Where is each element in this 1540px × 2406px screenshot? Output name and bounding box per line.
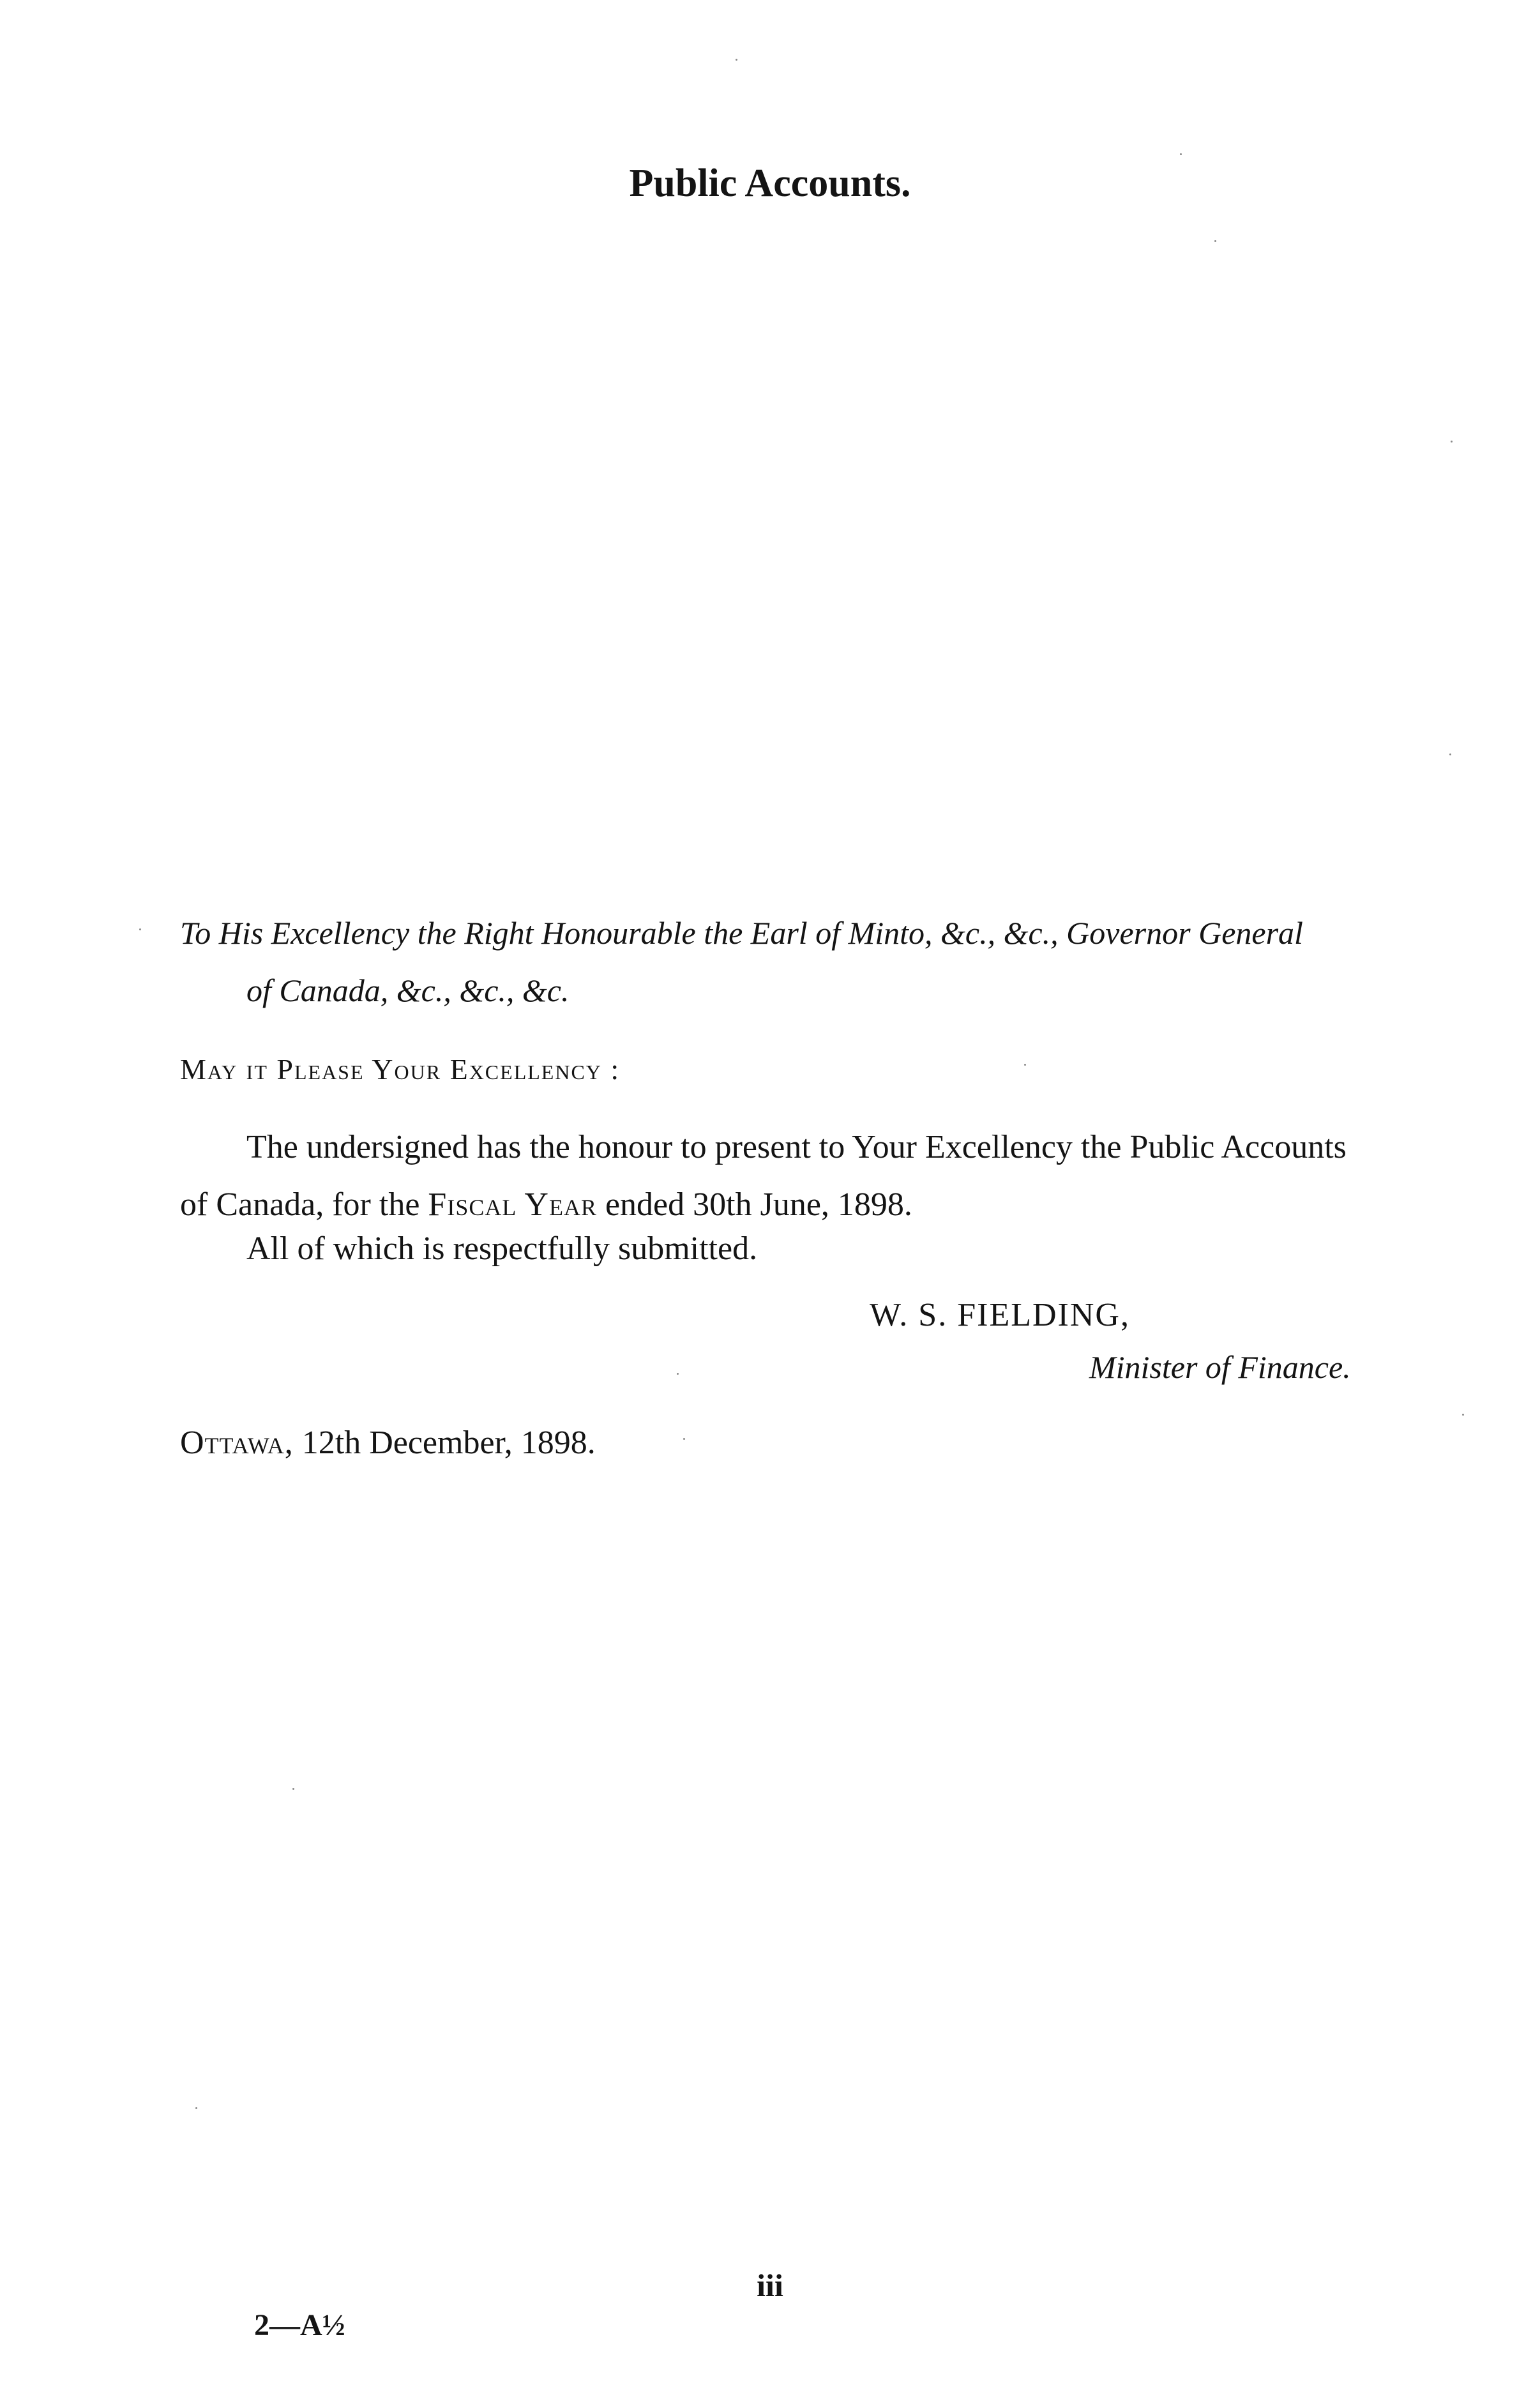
paper-speck	[736, 59, 737, 61]
place-and-date	[180, 1424, 596, 1462]
paper-speck	[292, 1788, 294, 1790]
signer-title: Minister of Finance.	[1089, 1349, 1351, 1385]
printer-signature-mark: 2—A½	[254, 2308, 345, 2342]
fiscal-year-text: Fiscal Year	[428, 1186, 597, 1223]
paper-speck	[677, 1373, 679, 1375]
salutation: May it Please Your Excellency :	[180, 1053, 621, 1086]
page-title: Public Accounts.	[629, 162, 911, 205]
paper-speck	[1449, 753, 1451, 755]
date: 12th December, 1898.	[293, 1425, 596, 1461]
submission-statement: All of which is respectfully submitted.	[246, 1230, 758, 1267]
body-line-1: The undersigned has the honour to present to Your Excellency the Public Accounts	[246, 1129, 1347, 1165]
paper-speck	[683, 1438, 685, 1440]
body-line-2	[180, 1176, 1470, 1234]
place: Ottawa,	[180, 1425, 294, 1461]
signer-name: W. S. FIELDING,	[870, 1297, 1130, 1333]
paper-speck	[1214, 240, 1216, 242]
paper-speck	[1451, 441, 1453, 443]
address-block	[180, 904, 1470, 1019]
page-number: iii	[757, 2267, 783, 2303]
paper-speck	[1462, 1414, 1464, 1416]
paper-speck	[139, 928, 141, 930]
paper-speck	[1024, 1064, 1026, 1066]
body-line-2-end: ended 30th June, 1898.	[596, 1186, 912, 1223]
paper-speck	[1180, 153, 1182, 155]
body-line-2-start: of Canada, for the	[180, 1186, 428, 1223]
address-line-1: To His Excellency the Right Honourable the Earl of Minto, &c., &c., Governor General	[180, 915, 1303, 951]
body-paragraph	[180, 1119, 1470, 1234]
paper-speck	[195, 2107, 197, 2109]
address-line-2: of Canada, &c., &c., &c.	[246, 972, 570, 1008]
